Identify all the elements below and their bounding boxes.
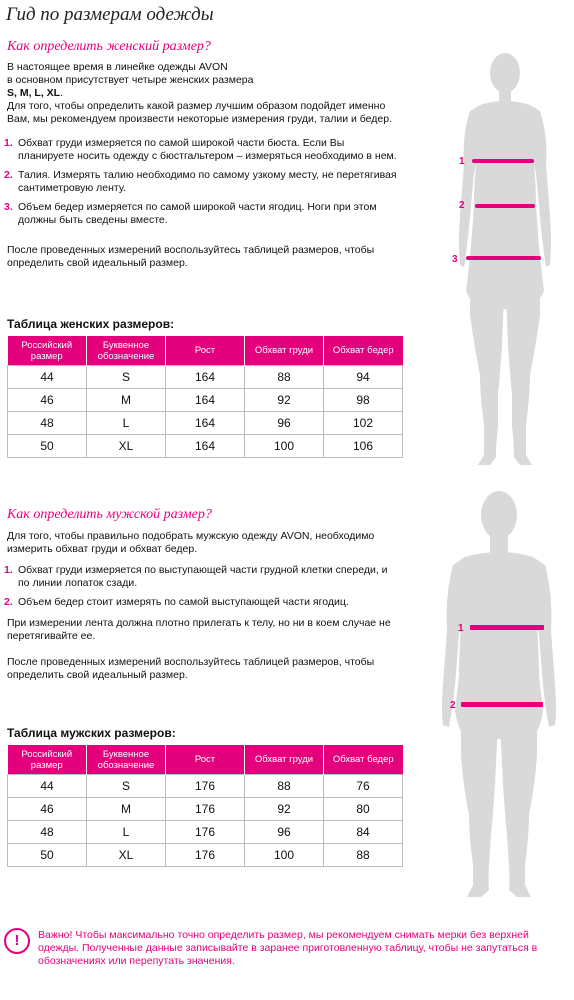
table-cell: 46 bbox=[8, 389, 87, 412]
table-cell: 96 bbox=[245, 821, 324, 844]
table-cell: S bbox=[87, 775, 166, 798]
female-marker-1: 1 bbox=[459, 156, 465, 167]
male-intro: Для того, чтобы правильно подобрать мужскую одежду AVON, необходимо измерить обхват груди и обхват бедер. bbox=[7, 530, 375, 555]
step-text: Обхват груди измеряется по самой широкой части бюста. Если Вы планируете носить одежду с бюстгальтером – измеряться необходимо в нем. bbox=[18, 137, 397, 162]
table-cell: 164 bbox=[166, 366, 245, 389]
header-russian-size: Российский размер bbox=[8, 745, 87, 775]
female-marker-2: 2 bbox=[459, 200, 465, 211]
male-marker-2: 2 bbox=[450, 700, 456, 711]
table-cell: 44 bbox=[8, 366, 87, 389]
male-chest-measure-line bbox=[470, 625, 544, 630]
female-steps bbox=[4, 137, 399, 233]
male-marker-1: 1 bbox=[458, 623, 464, 634]
table-cell: 100 bbox=[245, 844, 324, 867]
notice-text: Важно! Чтобы максимально точно определить размер, мы рекомендуем снимать мерки без верхней одежды. Полученные данные записывайте в заранее приготовленную таблицу, чтобы не запутаться в обозначениях или перепутать значения. bbox=[38, 929, 538, 967]
table-row bbox=[8, 775, 403, 798]
table-cell: 76 bbox=[324, 775, 403, 798]
table-row bbox=[8, 389, 403, 412]
table-cell: 92 bbox=[245, 798, 324, 821]
table-cell: 88 bbox=[245, 366, 324, 389]
header-chest: Обхват груди bbox=[245, 336, 324, 366]
step-number: 3. bbox=[4, 201, 13, 213]
female-heading: Как определить женский размер? bbox=[7, 39, 211, 54]
step-text: Объем бедер стоит измерять по самой выступающей части ягодиц. bbox=[18, 596, 349, 608]
header-height: Рост bbox=[166, 336, 245, 366]
step-text: Объем бедер измеряется по самой широкой части ягодиц. Ноги при этом должны быть сведены вместе. bbox=[18, 201, 377, 226]
table-cell: 94 bbox=[324, 366, 403, 389]
table-cell: 100 bbox=[245, 435, 324, 458]
table-cell: 88 bbox=[324, 844, 403, 867]
male-table-title: Таблица мужских размеров: bbox=[7, 726, 176, 740]
table-row bbox=[8, 844, 403, 867]
table-cell: 46 bbox=[8, 798, 87, 821]
female-step bbox=[4, 169, 399, 195]
female-size-table bbox=[7, 336, 403, 458]
male-heading: Как определить мужской размер? bbox=[7, 507, 212, 522]
female-size-letters: S, M, L, XL bbox=[7, 87, 61, 99]
header-height: Рост bbox=[166, 745, 245, 775]
table-cell: 98 bbox=[324, 389, 403, 412]
table-cell: 84 bbox=[324, 821, 403, 844]
table-cell: 44 bbox=[8, 775, 87, 798]
table-row bbox=[8, 412, 403, 435]
page-title: Гид по размерам одежды bbox=[6, 4, 214, 25]
male-step bbox=[4, 596, 399, 609]
step-text: Талия. Измерять талию необходимо по самому узкому месту, не перетягивая сантиметровую ленту. bbox=[18, 169, 397, 194]
table-cell: L bbox=[87, 821, 166, 844]
step-number: 1. bbox=[4, 137, 13, 149]
male-after-text: После проведенных измерений воспользуйтесь таблицей размеров, чтобы определить свой идеальный размер. bbox=[7, 656, 375, 681]
table-cell: M bbox=[87, 798, 166, 821]
table-cell: 50 bbox=[8, 435, 87, 458]
male-note: При измерении лента должна плотно прилегать к телу, но ни в коем случае не перетягивайте ее. bbox=[7, 617, 391, 642]
header-letter-code: Буквенное обозначение bbox=[87, 745, 166, 775]
female-step bbox=[4, 137, 399, 163]
table-cell: XL bbox=[87, 435, 166, 458]
table-cell: 106 bbox=[324, 435, 403, 458]
female-table-title: Таблица женских размеров: bbox=[7, 317, 175, 331]
female-silhouette-figure bbox=[440, 45, 570, 475]
table-row bbox=[8, 366, 403, 389]
female-hips-measure-line bbox=[466, 256, 541, 260]
table-cell: 164 bbox=[166, 412, 245, 435]
female-step bbox=[4, 201, 399, 227]
header-hips: Обхват бедер bbox=[324, 745, 403, 775]
exclamation-icon: ! bbox=[4, 928, 30, 954]
table-cell: M bbox=[87, 389, 166, 412]
step-number: 2. bbox=[4, 169, 13, 181]
female-after-text: После проведенных измерений воспользуйтесь таблицей размеров, чтобы определить свой идеальный размер. bbox=[7, 244, 375, 269]
table-cell: 50 bbox=[8, 844, 87, 867]
table-cell: XL bbox=[87, 844, 166, 867]
male-silhouette-figure bbox=[425, 485, 573, 910]
header-hips: Обхват бедер bbox=[324, 336, 403, 366]
female-intro-line4: Для того, чтобы определить какой размер лучшим образом подойдет именно Вам, мы рекомендуем произвести некоторые измерения груди, талии и бедер. bbox=[7, 100, 392, 125]
female-waist-measure-line bbox=[475, 204, 535, 208]
table-cell: 88 bbox=[245, 775, 324, 798]
table-row bbox=[8, 435, 403, 458]
header-chest: Обхват груди bbox=[245, 745, 324, 775]
table-cell: 96 bbox=[245, 412, 324, 435]
table-row bbox=[8, 821, 403, 844]
table-cell: 176 bbox=[166, 798, 245, 821]
female-intro bbox=[7, 61, 399, 126]
male-hips-measure-line bbox=[461, 702, 543, 707]
male-size-table bbox=[7, 745, 403, 867]
female-size-letters-tail: . bbox=[60, 87, 64, 99]
step-text: Обхват груди измеряется по выступающей части грудной клетки спереди, и по линии лопаток сзади. bbox=[18, 564, 388, 589]
table-cell: 48 bbox=[8, 821, 87, 844]
table-cell: L bbox=[87, 412, 166, 435]
table-cell: 80 bbox=[324, 798, 403, 821]
table-cell: 92 bbox=[245, 389, 324, 412]
table-header-row bbox=[8, 336, 403, 366]
header-russian-size: Российский размер bbox=[8, 336, 87, 366]
step-number: 2. bbox=[4, 596, 13, 608]
female-chest-measure-line bbox=[472, 159, 534, 163]
table-cell: 164 bbox=[166, 389, 245, 412]
table-row bbox=[8, 798, 403, 821]
female-intro-line3 bbox=[7, 87, 399, 100]
table-cell: 48 bbox=[8, 412, 87, 435]
table-header-row bbox=[8, 745, 403, 775]
table-cell: 102 bbox=[324, 412, 403, 435]
header-letter-code: Буквенное обозначение bbox=[87, 336, 166, 366]
table-cell: 176 bbox=[166, 844, 245, 867]
male-step bbox=[4, 564, 399, 590]
female-intro-line2: в основном присутствует четыре женских размера bbox=[7, 74, 254, 86]
step-number: 1. bbox=[4, 564, 13, 576]
table-cell: 176 bbox=[166, 775, 245, 798]
female-intro-line1: В настоящее время в линейке одежды AVON bbox=[7, 61, 228, 73]
table-cell: 176 bbox=[166, 821, 245, 844]
female-marker-3: 3 bbox=[452, 254, 458, 265]
table-cell: 164 bbox=[166, 435, 245, 458]
male-steps bbox=[4, 564, 399, 615]
table-cell: S bbox=[87, 366, 166, 389]
